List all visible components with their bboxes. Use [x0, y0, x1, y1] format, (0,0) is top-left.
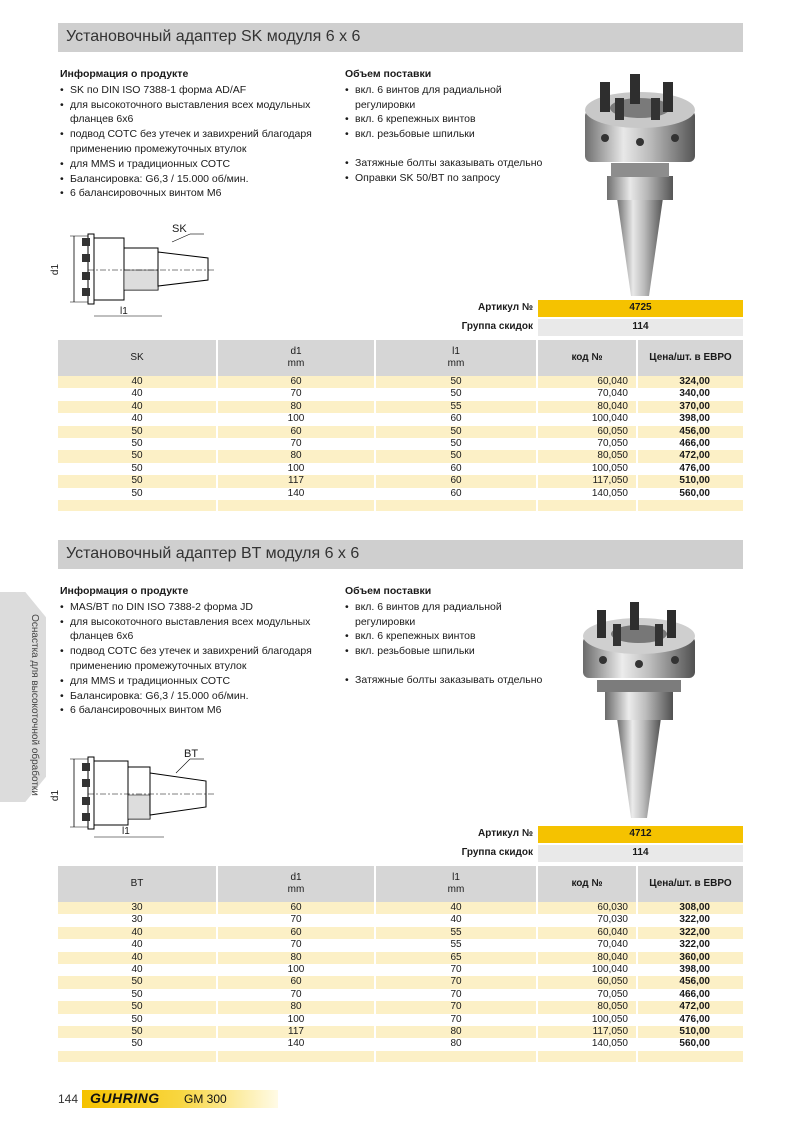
col-header-price: Цена/шт. в ЕВРО — [638, 340, 743, 376]
cell-price: 510,00 — [638, 475, 743, 487]
cell-code: 70,050 — [538, 989, 638, 1001]
cell-price: 466,00 — [638, 989, 743, 1001]
supply-item: • вкл. резьбовые шпильки — [345, 644, 560, 659]
page-footer — [58, 1090, 278, 1108]
cell-d: 70 — [218, 989, 376, 1001]
table-row — [58, 426, 743, 438]
cell-code: 60,030 — [538, 902, 638, 914]
supply-item: • вкл. 6 крепежных винтов — [345, 629, 560, 644]
cell-d: 70 — [218, 438, 376, 450]
section-title-bt: Установочный адаптер BT модуля 6 x 6 — [58, 540, 743, 569]
cell-taper: 50 — [58, 1026, 218, 1038]
cell-taper: 50 — [58, 1001, 218, 1013]
col-header-d: d1 mm — [218, 340, 376, 376]
cell-d: 80 — [218, 450, 376, 462]
info-item: • для высокоточного выставления всех модульных фланцев 6x6 — [60, 615, 330, 645]
cell-taper: 50 — [58, 426, 218, 438]
brand-logo: GUHRING — [90, 1090, 160, 1106]
cell-code: 60,040 — [538, 927, 638, 939]
cell-d: 70 — [218, 939, 376, 951]
bt-adapter-photo — [575, 598, 700, 820]
supply-item: • вкл. 6 винтов для радиальной регулировки — [345, 83, 560, 113]
table-row — [58, 914, 743, 926]
info-item: • для MMS и традиционных СОТС — [60, 674, 330, 689]
table-row — [58, 463, 743, 475]
cell-d: 60 — [218, 902, 376, 914]
cell-taper: 50 — [58, 438, 218, 450]
table-row — [58, 1038, 743, 1050]
supply-heading: Объем поставки — [345, 68, 432, 80]
cell-code: 70,040 — [538, 388, 638, 400]
discount-row — [58, 845, 743, 862]
cell-d: 80 — [218, 952, 376, 964]
cell-l: 80 — [376, 1038, 538, 1050]
cell-d: 117 — [218, 475, 376, 487]
product-info-bt — [60, 584, 330, 718]
cell-l: 40 — [376, 914, 538, 926]
supply-item: • Затяжные болты заказывать отдельно — [345, 156, 560, 171]
cell-d: 60 — [218, 426, 376, 438]
discount-label: Группа скидок — [461, 847, 533, 858]
cell-code: 100,050 — [538, 1014, 638, 1026]
info-item: • Балансировка: G6,3 / 15.000 об/мин. — [60, 689, 330, 704]
cell-d: 100 — [218, 964, 376, 976]
discount-group: 114 — [538, 845, 743, 862]
supply-item: • вкл. 6 крепежных винтов — [345, 112, 560, 127]
cell-d: 60 — [218, 376, 376, 388]
cell-price: 322,00 — [638, 927, 743, 939]
cell-l: 70 — [376, 964, 538, 976]
cell-code: 80,050 — [538, 1001, 638, 1013]
cell-code: 60,050 — [538, 426, 638, 438]
cell-price: 324,00 — [638, 376, 743, 388]
cell-taper: 50 — [58, 1014, 218, 1026]
side-tab-label: Оснастка для высокоточной обработки — [29, 614, 40, 796]
cell-l: 70 — [376, 976, 538, 988]
supply-item: • Затяжные болты заказывать отдельно — [345, 673, 560, 688]
table-row — [58, 989, 743, 1001]
cell-taper: 40 — [58, 952, 218, 964]
info-item: • MAS/BT по DIN ISO 7388-2 форма JD — [60, 600, 330, 615]
cell-d: 140 — [218, 488, 376, 500]
cell-d: 60 — [218, 927, 376, 939]
cell-l: 70 — [376, 1014, 538, 1026]
cell-l: 60 — [376, 463, 538, 475]
article-row — [58, 300, 743, 317]
cell-price: 360,00 — [638, 952, 743, 964]
info-item: • подвод СОТС без утечек и завихрений благодаря применению промежуточных втулок — [60, 127, 330, 157]
drawing-label-d: d1 — [50, 789, 62, 802]
table-row — [58, 902, 743, 914]
cell-code: 60,040 — [538, 376, 638, 388]
article-number: 4712 — [538, 826, 743, 843]
drawing-label-l: l1 — [120, 306, 128, 317]
cell-price: 560,00 — [638, 1038, 743, 1050]
catalog-name: GM 300 — [184, 1092, 227, 1106]
page-number: 144 — [58, 1092, 79, 1106]
cell-taper: 40 — [58, 964, 218, 976]
cell-l: 60 — [376, 475, 538, 487]
table-row — [58, 927, 743, 939]
cell-price: 308,00 — [638, 902, 743, 914]
cell-d: 140 — [218, 1038, 376, 1050]
cell-price: 560,00 — [638, 488, 743, 500]
cell-l: 60 — [376, 488, 538, 500]
supply-item: • вкл. 6 винтов для радиальной регулировки — [345, 600, 560, 630]
cell-price: 322,00 — [638, 939, 743, 951]
table-row — [58, 450, 743, 462]
table-row — [58, 939, 743, 951]
cell-d: 80 — [218, 1001, 376, 1013]
supply-item: • Оправки SK 50/BT по запросу — [345, 171, 560, 186]
table-row — [58, 1001, 743, 1013]
info-item: • SK по DIN ISO 7388-1 форма AD/AF — [60, 83, 330, 98]
discount-row — [58, 319, 743, 336]
col-header-code: код № — [538, 866, 638, 902]
cell-taper: 50 — [58, 1038, 218, 1050]
cell-code: 70,040 — [538, 939, 638, 951]
table-row — [58, 388, 743, 400]
info-heading: Информация о продукте — [60, 68, 189, 80]
cell-price: 322,00 — [638, 914, 743, 926]
col-header-l: l1 mm — [376, 340, 538, 376]
table-row — [58, 1026, 743, 1038]
cell-l: 55 — [376, 939, 538, 951]
drawing-label-l: l1 — [122, 826, 130, 837]
cell-price: 510,00 — [638, 1026, 743, 1038]
cell-code: 80,050 — [538, 450, 638, 462]
cell-taper: 50 — [58, 989, 218, 1001]
cell-price: 456,00 — [638, 976, 743, 988]
cell-code: 80,040 — [538, 952, 638, 964]
table-row — [58, 475, 743, 487]
cell-code: 100,040 — [538, 413, 638, 425]
col-header-taper: BT — [58, 866, 218, 902]
cell-d: 100 — [218, 1014, 376, 1026]
cell-code: 70,050 — [538, 438, 638, 450]
cell-d: 100 — [218, 463, 376, 475]
cell-d: 70 — [218, 388, 376, 400]
table-row — [58, 376, 743, 388]
product-table-sk — [58, 340, 743, 511]
cell-code: 60,050 — [538, 976, 638, 988]
info-heading: Информация о продукте — [60, 585, 189, 597]
cell-price: 466,00 — [638, 438, 743, 450]
cell-taper: 40 — [58, 401, 218, 413]
supply-info-sk — [345, 67, 560, 186]
cell-price: 340,00 — [638, 388, 743, 400]
cell-taper: 50 — [58, 488, 218, 500]
cell-price: 476,00 — [638, 463, 743, 475]
info-item: • 6 балансировочных винтом M6 — [60, 703, 330, 718]
table-row — [58, 976, 743, 988]
table-row — [58, 1014, 743, 1026]
cell-taper: 40 — [58, 388, 218, 400]
table-spacer-row — [58, 1051, 743, 1062]
info-item: • для MMS и традиционных СОТС — [60, 157, 330, 172]
cell-taper: 50 — [58, 450, 218, 462]
cell-l: 80 — [376, 1026, 538, 1038]
cell-taper: 50 — [58, 463, 218, 475]
cell-taper: 30 — [58, 902, 218, 914]
info-item: • для высокоточного выставления всех модульных фланцев 6x6 — [60, 98, 330, 128]
cell-l: 50 — [376, 376, 538, 388]
cell-l: 65 — [376, 952, 538, 964]
supply-item: • вкл. резьбовые шпильки — [345, 127, 560, 142]
drawing-label-d: d1 — [50, 263, 62, 276]
table-row — [58, 401, 743, 413]
cell-taper: 40 — [58, 376, 218, 388]
cell-d: 100 — [218, 413, 376, 425]
cell-taper: 40 — [58, 413, 218, 425]
cell-code: 100,050 — [538, 463, 638, 475]
cell-taper: 50 — [58, 976, 218, 988]
cell-l: 50 — [376, 426, 538, 438]
product-table-bt — [58, 866, 743, 1062]
cell-d: 80 — [218, 401, 376, 413]
cell-code: 117,050 — [538, 475, 638, 487]
cell-code: 100,040 — [538, 964, 638, 976]
table-spacer-row — [58, 500, 743, 511]
table-row — [58, 438, 743, 450]
cell-price: 476,00 — [638, 1014, 743, 1026]
article-label: Артикул № — [478, 828, 533, 839]
cell-l: 50 — [376, 388, 538, 400]
table-row — [58, 952, 743, 964]
col-header-price: Цена/шт. в ЕВРО — [638, 866, 743, 902]
cell-l: 50 — [376, 438, 538, 450]
col-header-l: l1 mm — [376, 866, 538, 902]
cell-taper: 30 — [58, 914, 218, 926]
cell-code: 80,040 — [538, 401, 638, 413]
cell-d: 117 — [218, 1026, 376, 1038]
cell-l: 70 — [376, 1001, 538, 1013]
section-title-sk: Установочный адаптер SK модуля 6 x 6 — [58, 23, 743, 52]
table-row — [58, 413, 743, 425]
product-info-sk — [60, 67, 330, 201]
cell-l: 70 — [376, 989, 538, 1001]
info-item: • Балансировка: G6,3 / 15.000 об/мин. — [60, 172, 330, 187]
cell-code: 140,050 — [538, 488, 638, 500]
cell-d: 70 — [218, 914, 376, 926]
cell-taper: 40 — [58, 939, 218, 951]
cell-l: 55 — [376, 401, 538, 413]
table-row — [58, 488, 743, 500]
cell-price: 472,00 — [638, 1001, 743, 1013]
info-item: • подвод СОТС без утечек и завихрений благодаря применению промежуточных втулок — [60, 644, 330, 674]
cell-taper: 40 — [58, 927, 218, 939]
cell-code: 117,050 — [538, 1026, 638, 1038]
supply-heading: Объем поставки — [345, 585, 432, 597]
cell-code: 70,030 — [538, 914, 638, 926]
cell-d: 60 — [218, 976, 376, 988]
col-header-d: d1 mm — [218, 866, 376, 902]
cell-l: 60 — [376, 413, 538, 425]
cell-price: 370,00 — [638, 401, 743, 413]
cell-taper: 50 — [58, 475, 218, 487]
cell-price: 456,00 — [638, 426, 743, 438]
cell-code: 140,050 — [538, 1038, 638, 1050]
col-header-code: код № — [538, 340, 638, 376]
drawing-label-taper: BT — [184, 748, 199, 760]
cell-price: 398,00 — [638, 964, 743, 976]
article-label: Артикул № — [478, 302, 533, 313]
cell-price: 472,00 — [638, 450, 743, 462]
article-row — [58, 826, 743, 843]
sk-adapter-photo — [575, 68, 700, 298]
cell-l: 50 — [376, 450, 538, 462]
discount-label: Группа скидок — [461, 321, 533, 332]
info-item: • 6 балансировочных винтом M6 — [60, 186, 330, 201]
table-row — [58, 964, 743, 976]
article-number: 4725 — [538, 300, 743, 317]
drawing-label-taper: SK — [172, 223, 187, 235]
supply-info-bt — [345, 584, 560, 688]
cell-l: 40 — [376, 902, 538, 914]
cell-l: 55 — [376, 927, 538, 939]
discount-group: 114 — [538, 319, 743, 336]
col-header-taper: SK — [58, 340, 218, 376]
cell-price: 398,00 — [638, 413, 743, 425]
